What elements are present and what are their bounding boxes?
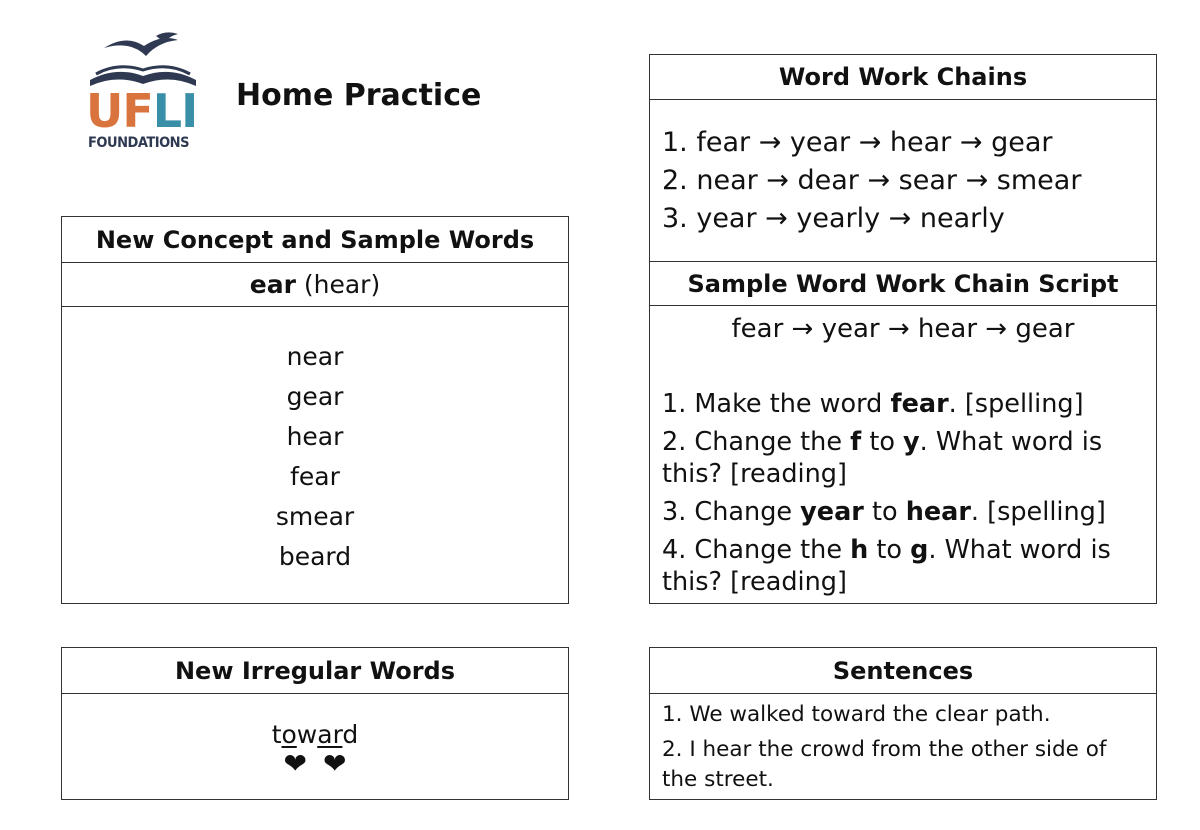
logo-subtitle: FOUNDATIONS <box>88 135 189 151</box>
heart-markers <box>62 747 568 780</box>
heart-icon: ❤ <box>283 747 323 780</box>
irregular-word: toward <box>271 720 359 749</box>
sample-word: smear <box>275 502 355 531</box>
script-step: 1. Make the word fear. [spelling] <box>662 389 1084 419</box>
script-header: Sample Word Work Chain Script <box>650 262 1156 306</box>
sentences-list <box>650 694 1156 795</box>
chains-box <box>649 54 1157 604</box>
birds-book-icon <box>86 32 201 92</box>
logo-wordmark: UFLI <box>86 84 198 138</box>
chain-line: 3. year → yearly → nearly <box>662 203 1005 234</box>
sentence: 2. I hear the crowd from the other side of the street. <box>662 737 1107 792</box>
script-chain: fear → year → hear → gear <box>731 314 1075 344</box>
sample-word: gear <box>286 382 344 411</box>
sentence: 1. We walked toward the clear path. <box>662 702 1051 727</box>
pattern-bold: ear <box>249 270 296 299</box>
irregular-box <box>61 647 569 800</box>
irregular-header: New Irregular Words <box>62 648 568 694</box>
sample-words-list <box>62 307 568 577</box>
pattern-example: (hear) <box>295 270 381 299</box>
concept-pattern <box>62 263 568 307</box>
concept-header: New Concept and Sample Words <box>62 217 568 263</box>
script-step: 3. Change year to hear. [spelling] <box>662 497 1106 527</box>
chains-list <box>650 100 1156 262</box>
concept-box <box>61 216 569 604</box>
chain-line: 2. near → dear → sear → smear <box>662 165 1082 196</box>
sample-word: beard <box>278 542 352 571</box>
chains-header: Word Work Chains <box>650 55 1156 100</box>
sentences-box <box>649 647 1157 800</box>
sample-word: hear <box>286 422 344 451</box>
sample-word: near <box>286 342 344 371</box>
sentences-header: Sentences <box>650 648 1156 694</box>
script-step: 4. Change the h to g. What word is this? [reading] <box>662 535 1111 597</box>
page-title: Home Practice <box>236 78 482 113</box>
chain-line: 1. fear → year → hear → gear <box>662 127 1053 158</box>
script-steps <box>650 374 1156 598</box>
ufli-logo <box>86 32 201 157</box>
sample-word: fear <box>290 462 340 491</box>
heart-icon: ❤ <box>323 747 363 780</box>
script-step: 2. Change the f to y. What word is this? [reading] <box>662 427 1103 489</box>
